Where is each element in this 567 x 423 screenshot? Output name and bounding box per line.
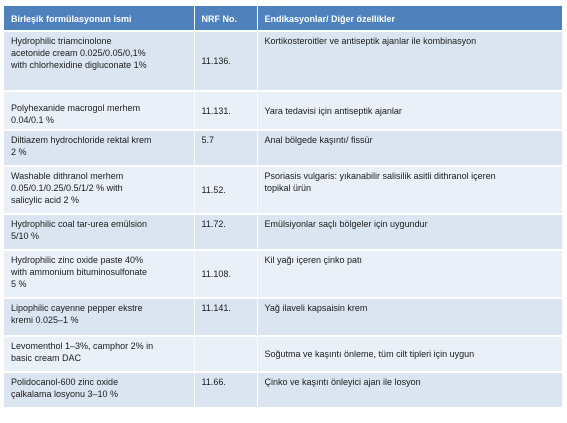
table-row [4,372,562,408]
nrf-number-cell [194,336,257,372]
table-row [4,336,562,372]
table-row [4,31,562,91]
nrf-number-cell: 11.66. [194,372,257,408]
formulation-name-cell: Lipophilic cayenne pepper ekstre kremi 0.025–1 % [4,298,194,336]
table-row [4,130,562,166]
table-row [4,298,562,336]
nrf-number-cell: 11.52. [194,166,257,214]
table-row [4,250,562,298]
formulation-name-cell: Levomenthol 1–3%, camphor 2% in basic cream DAC [4,336,194,372]
indication-cell: Çinko ve kaşıntı önleyici ajan ile losyon [257,372,562,408]
formulation-name-cell: Polidocanol-600 zinc oxide çalkalama losyonu 3–10 % [4,372,194,408]
table-header-row [4,6,562,31]
table-row [4,166,562,214]
nrf-number-cell: 11.108. [194,250,257,298]
nrf-number-cell: 11.131. [194,91,257,130]
formulation-name-cell: Diltiazem hydrochloride rektal krem 2 % [4,130,194,166]
header-indications: Endikasyonlar/ Diğer özellikler [257,6,562,31]
indication-cell: Kortikosteroitler ve antiseptik ajanlar ile kombinasyon [257,31,562,91]
table-row [4,214,562,250]
nrf-number-cell: 11.141. [194,298,257,336]
indication-cell: Emülsiyonlar saçlı bölgeler için uygundur [257,214,562,250]
formulation-name-cell: Hydrophilic triamcinolone acetonide cream 0.025/0.05/0,1% with chlorhexidine digluconate 1% [4,31,194,91]
indication-cell: Anal bölgede kaşıntı/ fissür [257,130,562,166]
table-row [4,91,562,130]
header-formulation-name: Birleşik formülasyonun ismi [4,6,194,31]
formulation-name-cell: Washable dithranol merhem 0.05/0.1/0.25/0.5/1/2 % with salicylic acid 2 % [4,166,194,214]
nrf-number-cell: 5.7 [194,130,257,166]
nrf-number-cell: 11.136. [194,31,257,91]
formulation-name-cell: Polyhexanide macrogol merhem 0.04/0.1 % [4,91,194,130]
formulation-table [4,6,562,409]
indication-cell: Psoriasis vulgaris: yıkanabilir salisilik asitli dithranol içeren topikal ürün [257,166,562,214]
indication-cell: Yara tedavisi için antiseptik ajanlar [257,91,562,130]
indication-cell: Soğutma ve kaşıntı önleme, tüm cilt tipleri için uygun [257,336,562,372]
indication-cell: Kil yağı içeren çinko patı [257,250,562,298]
header-nrf-no: NRF No. [194,6,257,31]
formulation-name-cell: Hydrophilic coal tar-urea emülsion 5/10 % [4,214,194,250]
nrf-number-cell: 11.72. [194,214,257,250]
formulation-name-cell: Hydrophilic zinc oxide paste 40% with ammonium bituminosulfonate 5 % [4,250,194,298]
indication-cell: Yağ ilaveli kapsaisin krem [257,298,562,336]
